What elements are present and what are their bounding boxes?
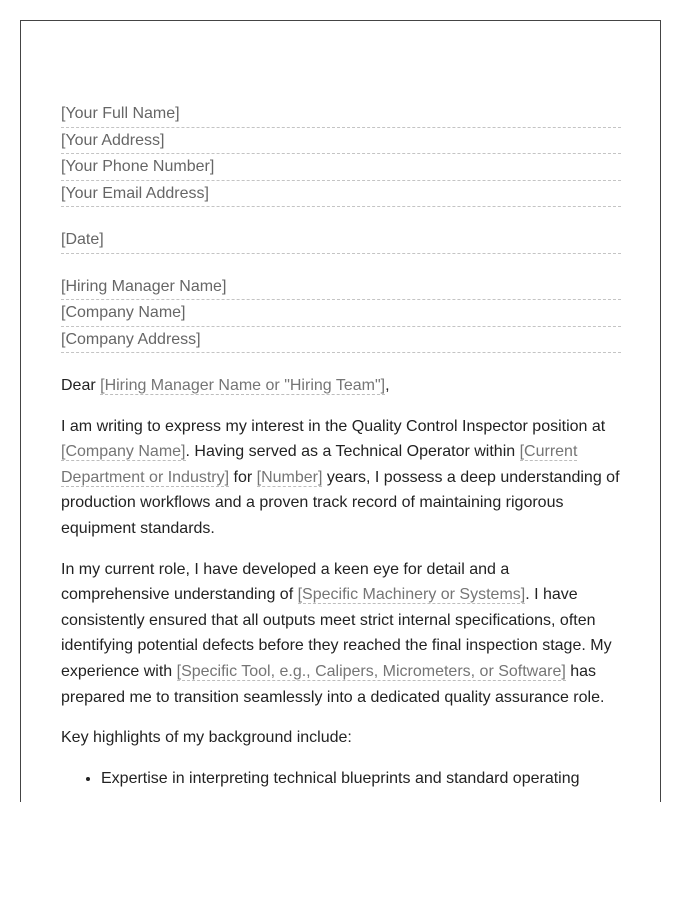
sender-phone-field[interactable]: [Your Phone Number] [61, 154, 621, 181]
intro-company-placeholder[interactable]: [Company Name] [61, 443, 186, 461]
intro-text-3: for [229, 468, 257, 486]
company-name-field[interactable]: [Company Name] [61, 300, 621, 327]
highlight-item: • Expertise in interpreting technical blueprints and standard operating [101, 766, 621, 792]
highlights-intro: Key highlights of my background include: [61, 729, 352, 747]
role-tool-placeholder[interactable]: [Specific Tool, e.g., Calipers, Micrometers, or Software] [176, 662, 566, 680]
intro-text-2: . Having served as a Technical Operator within [185, 443, 520, 461]
highlights-list [61, 766, 621, 792]
recipient-block [61, 274, 621, 354]
salutation-name-placeholder[interactable]: [Hiring Manager Name or "Hiring Team"] [100, 377, 386, 394]
salutation-prefix: Dear [61, 377, 101, 394]
role-paragraph [61, 557, 621, 711]
hiring-manager-field[interactable]: [Hiring Manager Name] [61, 274, 621, 301]
spacer [61, 254, 621, 274]
role-text-3: has prepared me to transition seamlessly into a dedicated quality assurance role. [61, 662, 605, 706]
salutation-suffix: , [385, 377, 390, 394]
letter-page [20, 20, 661, 802]
sender-block [61, 101, 621, 207]
date-field[interactable]: [Date] [61, 227, 621, 254]
salutation [61, 373, 621, 399]
letter-content [61, 101, 621, 791]
spacer [61, 207, 621, 227]
intro-text-4: years, I possess a deep understanding of production workflows and a proven track record of maintaining rigorous equipment standards. [61, 468, 620, 537]
company-address-field[interactable]: [Company Address] [61, 327, 621, 354]
sender-email-field[interactable]: [Your Email Address] [61, 181, 621, 208]
intro-department-placeholder[interactable]: [Current Department or Industry] [61, 443, 578, 486]
sender-address-field[interactable]: [Your Address] [61, 128, 621, 155]
role-text-2: . I have consistently ensured that all outputs meet strict internal specifications, often identifying potential defects before they reached the final inspection stage. My experience with [61, 586, 612, 680]
sender-full-name-field[interactable]: [Your Full Name] [61, 101, 621, 128]
role-text-1: In my current role, I have developed a keen eye for detail and a comprehensive understanding of [61, 560, 510, 604]
intro-text-1: I am writing to express my interest in the Quality Control Inspector position at [61, 417, 606, 435]
intro-years-placeholder[interactable]: [Number] [256, 468, 323, 486]
role-machinery-placeholder[interactable]: [Specific Machinery or Systems] [297, 586, 526, 604]
intro-paragraph [61, 414, 621, 542]
